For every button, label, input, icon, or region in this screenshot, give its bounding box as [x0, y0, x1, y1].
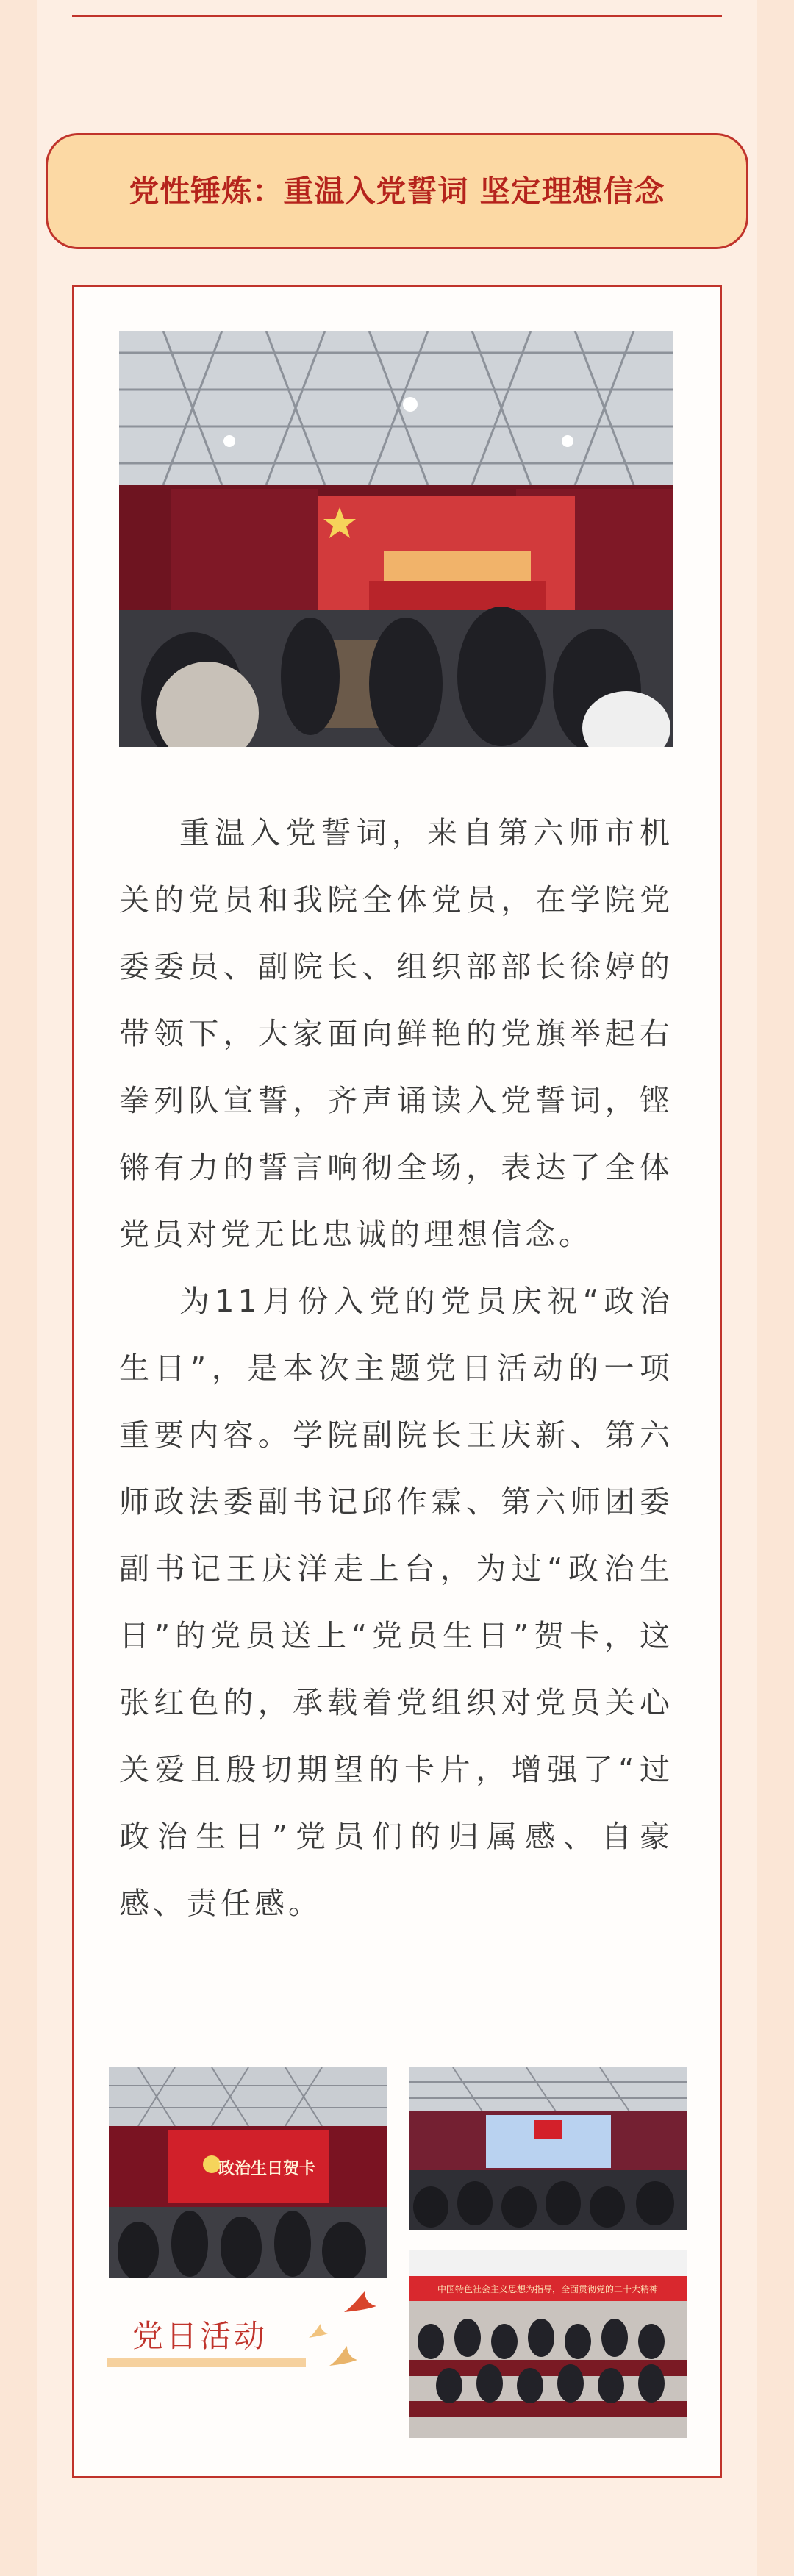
top-divider — [72, 15, 722, 17]
caption-underline — [107, 2358, 306, 2367]
paragraph-oath: 重温入党誓词，来自第六师市机关的党员和我院全体党员，在学院党委委员、副院长、组织部部长徐婷的带领下，大家面向鲜艳的党旗举起右拳列队宣誓，齐声诵读入党誓词，铿锵有力的誓言响彻全场，表达了全体党员对党无比忠诚的理想信念。 — [119, 815, 673, 1252]
left-margin-strip — [0, 0, 37, 2576]
section-title: 党性锤炼：重温入党誓词 坚定理想信念 — [129, 173, 665, 209]
assembly-hall-photo[interactable] — [409, 2067, 687, 2230]
dove-icon-small — [307, 2323, 329, 2342]
paragraph-political-birthday: 为11月份入党的党员庆祝“政治生日”，是本次主题党日活动的一项重要内容。学院副院长王庆新、第六师政法委副书记邱作霖、第六师团委副书记王庆洋走上台，为过“政治生日”的党员送上“党员生日”贺卡，这张红色的，承载着党组织对党员关心关爱且殷切期望的卡片，增强了“过政治生日”党员们的归属感、自豪感、责任感。 — [119, 1284, 673, 1921]
right-margin-strip — [757, 0, 794, 2576]
banner-text: 中国特色社会主义思想为指导，全面贯彻党的二十大精神 — [437, 2284, 659, 2294]
party-day-caption: 党日活动 — [132, 2318, 268, 2354]
article-body — [119, 800, 673, 1937]
dove-icon — [343, 2290, 378, 2319]
stage-screen-text: 政治生日贺卡 — [218, 2160, 316, 2178]
political-birthday-photo[interactable] — [109, 2067, 387, 2278]
section-title-banner — [46, 133, 748, 249]
dove-icon-gold — [328, 2345, 359, 2372]
oath-ceremony-photo[interactable] — [119, 331, 673, 747]
meeting-audience-photo[interactable] — [409, 2250, 687, 2438]
